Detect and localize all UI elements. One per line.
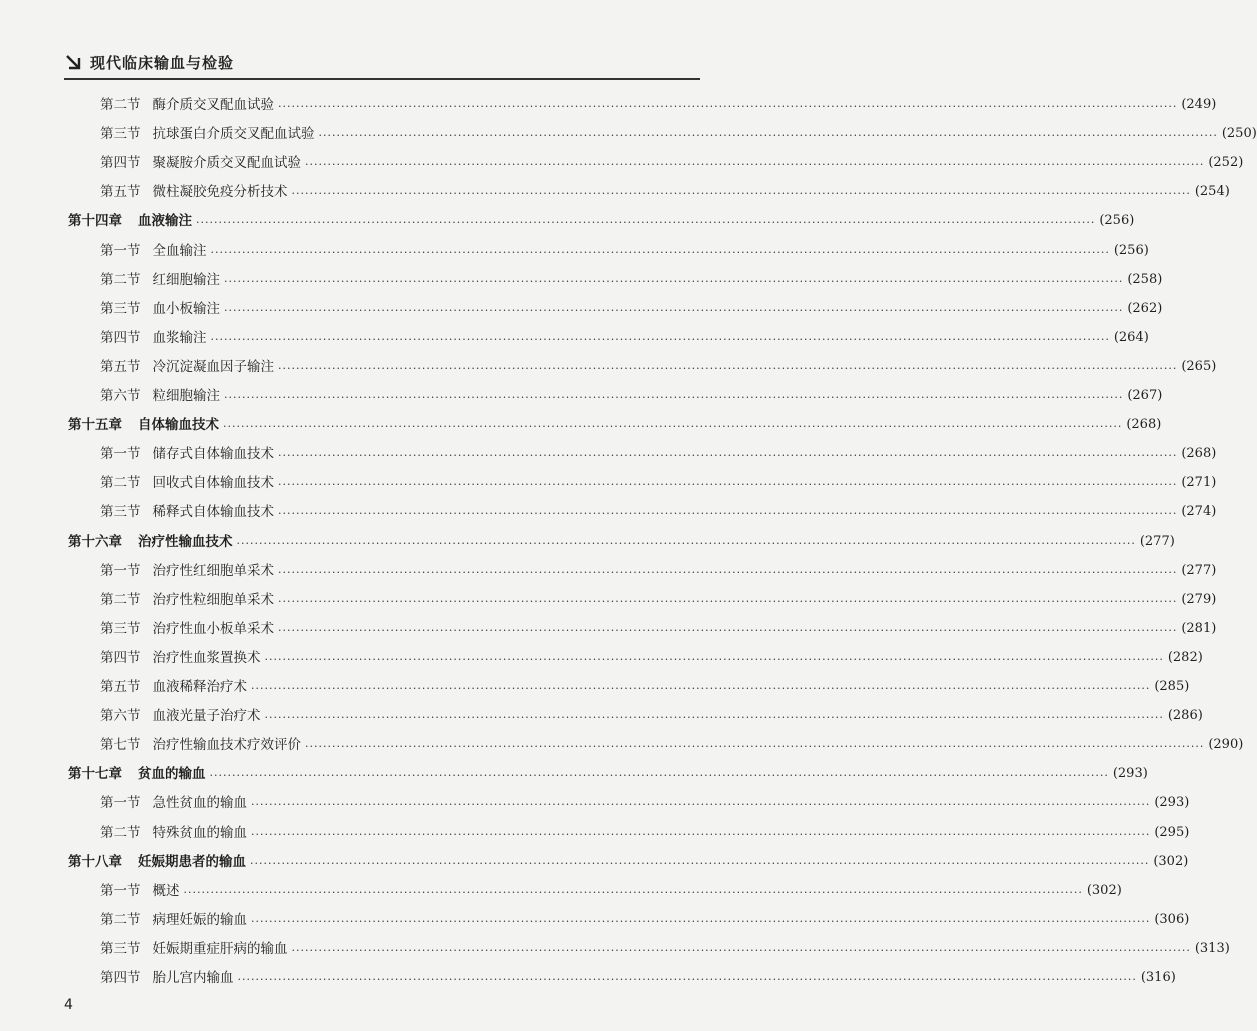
section-title: 稀释式自体输血技术 [152, 504, 274, 520]
chapter-label: 第十六章 [68, 534, 122, 550]
toc-section-row [100, 499, 1217, 521]
dot-leader: ········································································································································································································ [278, 478, 1178, 491]
toc-section-row [100, 325, 1149, 347]
dot-leader: ········································································································································································································ [251, 828, 1151, 841]
section-title: 治疗性红细胞单采术 [152, 563, 274, 579]
dot-leader: ········································································································································································································ [224, 275, 1124, 288]
page-ref: (256) [1113, 243, 1149, 258]
section-title: 储存式自体输血技术 [152, 446, 274, 462]
page-ref: (279) [1181, 592, 1217, 607]
section-label: 第一节 [100, 243, 141, 259]
page-ref: (264) [1113, 330, 1149, 345]
section-label: 第三节 [100, 621, 141, 637]
page-ref: (293) [1154, 795, 1190, 810]
section-label: 第二节 [100, 592, 141, 608]
section-label: 第二节 [100, 825, 141, 841]
page-ref: (265) [1181, 359, 1217, 374]
page-ref: (262) [1127, 301, 1163, 316]
section-label: 第四节 [100, 650, 141, 666]
dot-leader: ········································································································································································································ [291, 944, 1191, 957]
section-label: 第二节 [100, 912, 141, 928]
section-title: 血液光量子治疗术 [152, 708, 261, 724]
toc-section-row [100, 674, 1190, 696]
toc-section-row [100, 470, 1217, 492]
toc-section-row [100, 238, 1149, 260]
section-title: 聚凝胺介质交叉配血试验 [152, 155, 301, 171]
page-ref: (281) [1181, 621, 1217, 636]
dot-leader: ········································································································································································································ [318, 129, 1218, 142]
page-ref: (271) [1181, 475, 1217, 490]
arrow-down-right-icon [64, 53, 82, 71]
dot-leader: ········································································································································································································ [250, 857, 1150, 870]
toc-section-row [100, 92, 1217, 114]
toc-section-row [100, 732, 1244, 754]
section-title: 酶介质交叉配血试验 [152, 97, 274, 113]
section-title: 病理妊娠的输血 [152, 912, 247, 928]
dot-leader: ········································································································································································································ [278, 507, 1178, 520]
dot-leader: ········································································································································································································ [237, 973, 1137, 986]
section-label: 第一节 [100, 883, 141, 899]
section-title: 妊娠期重症肝病的输血 [152, 941, 288, 957]
section-label: 第五节 [100, 359, 141, 375]
toc-section-row [100, 616, 1217, 638]
page-ref: (250) [1221, 126, 1257, 141]
toc-chapter-row [68, 529, 1175, 551]
toc-section-row [100, 354, 1217, 376]
page-ref: (277) [1181, 563, 1217, 578]
toc-section-row [100, 820, 1190, 842]
toc-chapter-row [68, 412, 1162, 434]
toc-section-row [100, 703, 1203, 725]
page-ref: (258) [1127, 272, 1163, 287]
page-ref: (274) [1181, 504, 1217, 519]
page-ref: (268) [1181, 446, 1217, 461]
dot-leader: ········································································································································································································ [224, 391, 1124, 404]
chapter-label: 第十七章 [68, 766, 122, 782]
section-title: 冷沉淀凝血因子输注 [152, 359, 274, 375]
section-title: 抗球蛋白介质交叉配血试验 [152, 126, 315, 142]
section-label: 第三节 [100, 941, 141, 957]
section-label: 第五节 [100, 184, 141, 200]
dot-leader: ········································································································································································································ [305, 158, 1205, 171]
dot-leader: ········································································································································································································ [264, 653, 1164, 666]
toc-section-row [100, 150, 1244, 172]
dot-leader: ········································································································································································································ [251, 915, 1151, 928]
dot-leader: ········································································································································································································ [264, 711, 1164, 724]
section-label: 第三节 [100, 301, 141, 317]
section-label: 第二节 [100, 475, 141, 491]
dot-leader: ········································································································································································································ [196, 216, 1096, 229]
toc-section-row [100, 383, 1163, 405]
dot-leader: ········································································································································································································ [209, 769, 1109, 782]
dot-leader: ········································································································································································································ [236, 537, 1136, 550]
page-ref: (290) [1208, 737, 1244, 752]
running-header [64, 50, 700, 74]
section-title: 治疗性粒细胞单采术 [152, 592, 274, 608]
toc-section-row [100, 878, 1122, 900]
section-label: 第七节 [100, 737, 141, 753]
section-title: 血小板输注 [152, 301, 220, 317]
toc-chapter-row [68, 208, 1135, 230]
toc-chapter-row [68, 849, 1189, 871]
page-ref: (316) [1140, 970, 1176, 985]
page-ref: (286) [1167, 708, 1203, 723]
section-label: 第一节 [100, 795, 141, 811]
section-label: 第二节 [100, 97, 141, 113]
dot-leader: ········································································································································································································ [278, 449, 1178, 462]
dot-leader: ········································································································································································································ [278, 566, 1178, 579]
chapter-label: 第十五章 [68, 417, 122, 433]
section-label: 第一节 [100, 563, 141, 579]
dot-leader: ········································································································································································································ [278, 624, 1178, 637]
page-ref: (249) [1181, 97, 1217, 112]
page-ref: (285) [1154, 679, 1190, 694]
chapter-title: 自体输血技术 [138, 417, 219, 433]
page-ref: (302) [1153, 854, 1189, 869]
page-ref: (277) [1139, 534, 1175, 549]
dot-leader: ········································································································································································································ [305, 740, 1205, 753]
section-label: 第六节 [100, 708, 141, 724]
section-title: 微柱凝胶免疫分析技术 [152, 184, 288, 200]
section-title: 粒细胞输注 [152, 388, 220, 404]
page-ref: (295) [1154, 825, 1190, 840]
toc-section-row [100, 179, 1230, 201]
page-ref: (293) [1112, 766, 1148, 781]
page-ref: (256) [1099, 213, 1135, 228]
toc-section-row [100, 790, 1190, 812]
page-ref: (302) [1086, 883, 1122, 898]
section-title: 红细胞输注 [152, 272, 220, 288]
dot-leader: ········································································································································································································ [183, 886, 1083, 899]
toc-section-row [100, 121, 1257, 143]
toc-section-row [100, 267, 1163, 289]
section-title: 血浆输注 [152, 330, 207, 346]
section-label: 第四节 [100, 155, 141, 171]
chapter-label: 第十八章 [68, 854, 122, 870]
header-divider [64, 78, 700, 80]
chapter-title: 妊娠期患者的输血 [138, 854, 246, 870]
toc-section-row [100, 296, 1163, 318]
section-label: 第四节 [100, 970, 141, 986]
chapter-title: 贫血的输血 [138, 766, 206, 782]
page-ref: (252) [1208, 155, 1244, 170]
dot-leader: ········································································································································································································ [210, 333, 1110, 346]
section-title: 概述 [152, 883, 180, 899]
toc-section-row [100, 645, 1203, 667]
dot-leader: ········································································································································································································ [224, 304, 1124, 317]
page-ref: (268) [1126, 417, 1162, 432]
toc-chapter-row [68, 761, 1148, 783]
dot-leader: ········································································································································································································ [251, 682, 1151, 695]
section-label: 第六节 [100, 388, 141, 404]
section-label: 第三节 [100, 504, 141, 520]
toc-section-row [100, 587, 1217, 609]
section-label: 第五节 [100, 679, 141, 695]
dot-leader: ········································································································································································································ [251, 798, 1151, 811]
section-title: 急性贫血的输血 [152, 795, 247, 811]
section-label: 第四节 [100, 330, 141, 346]
section-title: 治疗性血浆置换术 [152, 650, 261, 666]
section-title: 回收式自体输血技术 [152, 475, 274, 491]
page-number: 4 [64, 997, 73, 1013]
toc-section-row [100, 441, 1217, 463]
section-title: 治疗性输血技术疗效评价 [152, 737, 301, 753]
section-title: 血液稀释治疗术 [152, 679, 247, 695]
dot-leader: ········································································································································································································ [278, 362, 1178, 375]
toc-section-row [100, 907, 1190, 929]
toc-section-row [100, 558, 1217, 580]
toc-section-row [100, 936, 1230, 958]
dot-leader: ········································································································································································································ [278, 595, 1178, 608]
page-ref: (267) [1127, 388, 1163, 403]
section-label: 第三节 [100, 126, 141, 142]
page-ref: (306) [1154, 912, 1190, 927]
page-ref: (254) [1194, 184, 1230, 199]
section-title: 胎儿宫内输血 [152, 970, 234, 986]
dot-leader: ········································································································································································································ [278, 100, 1178, 113]
toc-section-row [100, 965, 1176, 987]
dot-leader: ········································································································································································································ [210, 246, 1110, 259]
book-title: 现代临床输血与检验 [90, 53, 235, 72]
chapter-label: 第十四章 [68, 213, 122, 229]
section-title: 全血输注 [152, 243, 207, 259]
dot-leader: ········································································································································································································ [223, 420, 1123, 433]
dot-leader: ········································································································································································································ [291, 187, 1191, 200]
section-label: 第二节 [100, 272, 141, 288]
page-ref: (282) [1167, 650, 1203, 665]
section-title: 特殊贫血的输血 [152, 825, 247, 841]
section-title: 治疗性血小板单采术 [152, 621, 274, 637]
page-ref: (313) [1194, 941, 1230, 956]
section-label: 第一节 [100, 446, 141, 462]
chapter-title: 治疗性输血技术 [138, 534, 233, 550]
chapter-title: 血液输注 [138, 213, 192, 229]
